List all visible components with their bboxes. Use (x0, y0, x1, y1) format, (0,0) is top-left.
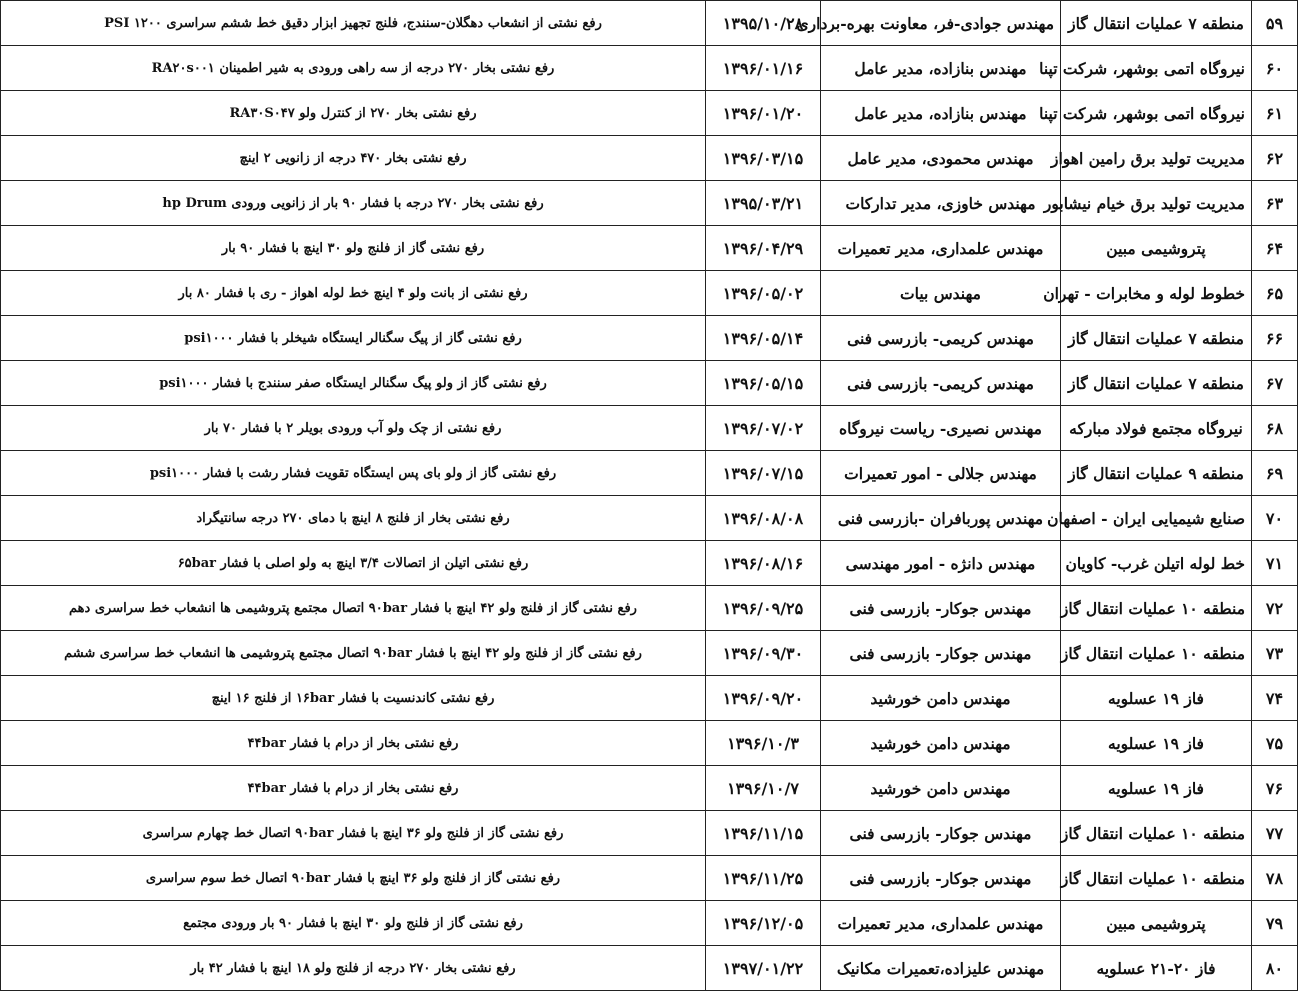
date-cell: ۱۳۹۶/۰۵/۱۴ (706, 316, 821, 361)
contact-person-cell: مهندس پوربافران -بازرسی فنی (821, 496, 1061, 541)
description-cell: رفع نشتی گاز از فلنج ولو ۴۲ اینچ با فشار ۹۰bar اتصال مجتمع پتروشیمی ها انشعاب خط سراسری ششم (1, 631, 706, 676)
description-cell: رفع نشتی کاندنسیت با فشار ۱۶bar از فلنج ۱۶ اینچ (1, 676, 706, 721)
date-cell: ۱۳۹۶/۱۲/۰۵ (706, 901, 821, 946)
table-row (1, 451, 1298, 496)
description-cell: رفع نشتی گاز از فلنج ولو ۴۲ اینچ با فشار ۹۰bar اتصال مجتمع پتروشیمی ها انشعاب خط سراسری دهم (1, 586, 706, 631)
date-cell: ۱۳۹۶/۰۹/۲۰ (706, 676, 821, 721)
date-cell: ۱۳۹۶/۰۸/۱۶ (706, 541, 821, 586)
row-number: ۶۱ (1252, 91, 1298, 136)
row-number: ۶۹ (1252, 451, 1298, 496)
contact-person-cell: مهندس دانژه - امور مهندسی (821, 541, 1061, 586)
contact-person-cell: مهندس جوکار- بازرسی فنی (821, 811, 1061, 856)
table-row (1, 946, 1298, 991)
table-row (1, 811, 1298, 856)
description-cell: رفع نشتی بخار از فلنج ۸ اینچ با دمای ۲۷۰ درجه سانتیگراد (1, 496, 706, 541)
organization-cell: منطقه ۹ عملیات انتقال گاز (1061, 451, 1252, 496)
contact-person-cell: مهندس جوکار- بازرسی فنی (821, 856, 1061, 901)
description-cell: رفع نشتی اتیلن از اتصالات ۳/۴ اینچ به ولو اصلی با فشار ۶۵bar (1, 541, 706, 586)
row-number: ۷۲ (1252, 586, 1298, 631)
row-number: ۶۶ (1252, 316, 1298, 361)
table-body (1, 1, 1298, 991)
date-cell: ۱۳۹۶/۱۱/۲۵ (706, 856, 821, 901)
date-cell: ۱۳۹۶/۰۱/۱۶ (706, 46, 821, 91)
row-number: ۷۴ (1252, 676, 1298, 721)
table-row (1, 181, 1298, 226)
row-number: ۷۸ (1252, 856, 1298, 901)
description-cell: رفع نشتی از انشعاب دهگلان-سنندج، فلنج تجهیز ابزار دقیق خط ششم سراسری PSI ۱۲۰۰ (1, 1, 706, 46)
date-cell: ۱۳۹۶/۰۵/۰۲ (706, 271, 821, 316)
contact-person-cell: مهندس علیزاده،تعمیرات مکانیک (821, 946, 1061, 991)
row-number: ۶۴ (1252, 226, 1298, 271)
date-cell: ۱۳۹۶/۰۹/۳۰ (706, 631, 821, 676)
row-number: ۶۳ (1252, 181, 1298, 226)
organization-cell: منطقه ۱۰ عملیات انتقال گاز (1061, 856, 1252, 901)
row-number: ۶۵ (1252, 271, 1298, 316)
date-cell: ۱۳۹۶/۰۱/۲۰ (706, 91, 821, 136)
organization-cell: نیروگاه اتمی بوشهر، شرکت تپنا (1061, 46, 1252, 91)
organization-cell: منطقه ۷ عملیات انتقال گاز (1061, 1, 1252, 46)
description-cell: رفع نشتی گاز از ولو بای پس ایستگاه تقویت فشار رشت با فشار psi۱۰۰۰ (1, 451, 706, 496)
row-number: ۸۰ (1252, 946, 1298, 991)
description-cell: رفع نشتی گاز از ولو پیگ سگنالر ایستگاه صفر سنندج با فشار psi۱۰۰۰ (1, 361, 706, 406)
table-row (1, 91, 1298, 136)
organization-cell: خط لوله اتیلن غرب- کاویان (1061, 541, 1252, 586)
contact-person-cell: مهندس جوکار- بازرسی فنی (821, 586, 1061, 631)
table-row (1, 856, 1298, 901)
description-cell: رفع نشتی گاز از فلنج ولو ۳۶ اینچ با فشار ۹۰bar اتصال خط چهارم سراسری (1, 811, 706, 856)
organization-cell: فاز ۲۰-۲۱ عسلویه (1061, 946, 1252, 991)
table-row (1, 226, 1298, 271)
description-cell: رفع نشتی بخار ۲۷۰ درجه از سه راهی ورودی به شیر اطمینان RA۲۰s۰۰۱ (1, 46, 706, 91)
description-cell: رفع نشتی بخار از درام با فشار ۴۴bar (1, 721, 706, 766)
description-cell: رفع نشتی از بانت ولو ۴ اینچ خط لوله اهواز - ری با فشار ۸۰ بار (1, 271, 706, 316)
table-row (1, 631, 1298, 676)
row-number: ۷۹ (1252, 901, 1298, 946)
date-cell: ۱۳۹۶/۰۸/۰۸ (706, 496, 821, 541)
date-cell: ۱۳۹۶/۰۵/۱۵ (706, 361, 821, 406)
description-cell: رفع نشتی بخار ۲۷۰ درجه از فلنج ولو ۱۸ اینچ با فشار ۴۲ بار (1, 946, 706, 991)
organization-cell: نیروگاه اتمی بوشهر، شرکت تپنا (1061, 91, 1252, 136)
description-cell: رفع نشتی بخار ۲۷۰ درجه با فشار ۹۰ بار از زانویی ورودی hp Drum (1, 181, 706, 226)
organization-cell: فاز ۱۹ عسلویه (1061, 721, 1252, 766)
date-cell: ۱۳۹۶/۱۰/۷ (706, 766, 821, 811)
description-cell: رفع نشتی گاز از پیگ سگنالر ایستگاه شیخلر با فشار psi۱۰۰۰ (1, 316, 706, 361)
contact-person-cell: مهندس علمداری، مدیر تعمیرات (821, 226, 1061, 271)
table-row (1, 766, 1298, 811)
contact-person-cell: مهندس نصیری- ریاست نیروگاه (821, 406, 1061, 451)
table-row (1, 901, 1298, 946)
organization-cell: صنایع شیمیایی ایران - اصفهان (1061, 496, 1252, 541)
row-number: ۶۰ (1252, 46, 1298, 91)
contact-person-cell: مهندس جلالی - امور تعمیرات (821, 451, 1061, 496)
row-number: ۷۶ (1252, 766, 1298, 811)
date-cell: ۱۳۹۶/۰۷/۰۲ (706, 406, 821, 451)
contact-person-cell: مهندس دامن خورشید (821, 676, 1061, 721)
contact-person-cell: مهندس دامن خورشید (821, 721, 1061, 766)
contact-person-cell: مهندس جوکار- بازرسی فنی (821, 631, 1061, 676)
table-row (1, 541, 1298, 586)
table-row (1, 136, 1298, 181)
table-row (1, 496, 1298, 541)
table-row (1, 586, 1298, 631)
contact-person-cell: مهندس بیات (821, 271, 1061, 316)
date-cell: ۱۳۹۶/۰۳/۱۵ (706, 136, 821, 181)
organization-cell: پتروشیمی مبین (1061, 226, 1252, 271)
date-cell: ۱۳۹۵/۰۳/۲۱ (706, 181, 821, 226)
contact-person-cell: مهندس دامن خورشید (821, 766, 1061, 811)
organization-cell: فاز ۱۹ عسلویه (1061, 766, 1252, 811)
contact-person-cell: مهندس محمودی، مدیر عامل (821, 136, 1061, 181)
description-cell: رفع نشتی گاز از فلنج ولو ۳۰ اینچ با فشار ۹۰ بار ورودی مجتمع (1, 901, 706, 946)
organization-cell: منطقه ۱۰ عملیات انتقال گاز (1061, 586, 1252, 631)
row-number: ۶۷ (1252, 361, 1298, 406)
contact-person-cell: مهندس جوادی-فر، معاونت بهره-برداری (821, 1, 1061, 46)
row-number: ۶۸ (1252, 406, 1298, 451)
description-cell: رفع نشتی بخار ۲۷۰ از کنترل ولو RA۳۰S۰۴۷ (1, 91, 706, 136)
table-row (1, 316, 1298, 361)
description-cell: رفع نشتی بخار از درام با فشار ۴۴bar (1, 766, 706, 811)
organization-cell: منطقه ۱۰ عملیات انتقال گاز (1061, 631, 1252, 676)
organization-cell: فاز ۱۹ عسلویه (1061, 676, 1252, 721)
table-row (1, 361, 1298, 406)
organization-cell: مدیریت تولید برق رامین اهواز (1061, 136, 1252, 181)
description-cell: رفع نشتی بخار ۴۷۰ درجه از زانویی ۲ اینچ (1, 136, 706, 181)
row-number: ۷۵ (1252, 721, 1298, 766)
date-cell: ۱۳۹۶/۱۱/۱۵ (706, 811, 821, 856)
row-number: ۷۰ (1252, 496, 1298, 541)
table-row (1, 1, 1298, 46)
row-number: ۶۲ (1252, 136, 1298, 181)
row-number: ۷۱ (1252, 541, 1298, 586)
organization-cell: مدیریت تولید برق خیام نیشابور (1061, 181, 1252, 226)
date-cell: ۱۳۹۶/۰۴/۲۹ (706, 226, 821, 271)
contact-person-cell: مهندس خاوزی، مدیر تدارکات (821, 181, 1061, 226)
contact-person-cell: مهندس بنازاده، مدیر عامل (821, 46, 1061, 91)
table-row (1, 271, 1298, 316)
row-number: ۵۹ (1252, 1, 1298, 46)
organization-cell: خطوط لوله و مخابرات - تهران (1061, 271, 1252, 316)
contact-person-cell: مهندس علمداری، مدیر تعمیرات (821, 901, 1061, 946)
row-number: ۷۳ (1252, 631, 1298, 676)
organization-cell: منطقه ۱۰ عملیات انتقال گاز (1061, 811, 1252, 856)
date-cell: ۱۳۹۶/۰۹/۲۵ (706, 586, 821, 631)
contact-person-cell: مهندس کریمی- بازرسی فنی (821, 361, 1061, 406)
table-row (1, 46, 1298, 91)
organization-cell: نیروگاه مجتمع فولاد مبارکه (1061, 406, 1252, 451)
table-row (1, 721, 1298, 766)
contact-person-cell: مهندس کریمی- بازرسی فنی (821, 316, 1061, 361)
organization-cell: منطقه ۷ عملیات انتقال گاز (1061, 316, 1252, 361)
table-row (1, 676, 1298, 721)
date-cell: ۱۳۹۶/۰۷/۱۵ (706, 451, 821, 496)
organization-cell: پتروشیمی مبین (1061, 901, 1252, 946)
description-cell: رفع نشتی گاز از فلنج ولو ۳۶ اینچ با فشار ۹۰bar اتصال خط سوم سراسری (1, 856, 706, 901)
row-number: ۷۷ (1252, 811, 1298, 856)
date-cell: ۱۳۹۶/۱۰/۳ (706, 721, 821, 766)
table-row (1, 406, 1298, 451)
organization-cell: منطقه ۷ عملیات انتقال گاز (1061, 361, 1252, 406)
description-cell: رفع نشتی گاز از فلنج ولو ۳۰ اینچ با فشار ۹۰ بار (1, 226, 706, 271)
date-cell: ۱۳۹۵/۱۰/۲۸ (706, 1, 821, 46)
date-cell: ۱۳۹۷/۰۱/۲۲ (706, 946, 821, 991)
contact-person-cell: مهندس بنازاده، مدیر عامل (821, 91, 1061, 136)
description-cell: رفع نشتی از چک ولو آب ورودی بویلر ۲ با فشار ۷۰ بار (1, 406, 706, 451)
